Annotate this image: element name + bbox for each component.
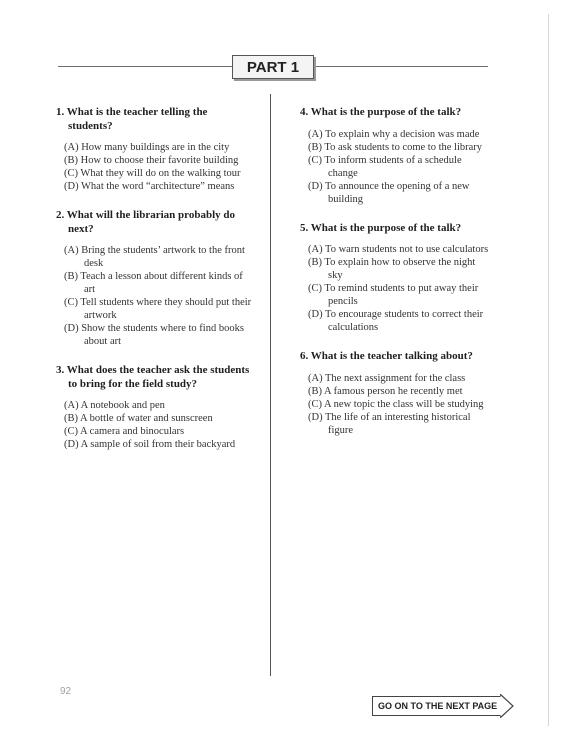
question-1 [56,106,254,193]
answer-option-c: (C) Tell students where they should put their artwork [64,297,252,321]
left-column [56,106,254,467]
answer-option-a: (A) How many buildings are in the city [64,142,230,153]
question-text: 6. What is the teacher talking about? [300,350,473,362]
header-rule-right [316,66,488,67]
page-number: 92 [60,686,72,697]
answer-option-b: (B) To explain how to observe the night sky [308,257,476,281]
answer-option-c: (C) To remind students to put away their pencils [308,283,479,307]
question-text: 4. What is the purpose of the talk? [300,106,462,118]
question-text: 1. What is the teacher telling the students? [56,106,208,132]
question-text: 3. What does the teacher ask the students to bring for the field study? [56,364,250,390]
answer-option-d: (D) To announce the opening of a new building [308,180,470,205]
answer-option-a: (A) To warn students not to use calculators [308,244,489,255]
answer-option-a: (A) To explain why a decision was made [308,128,480,140]
part-title-box [232,55,314,79]
answer-option-a: (A) A notebook and pen [64,400,165,411]
question-2 [56,209,254,348]
answer-option-c: (C) To inform students of a schedule change [308,154,462,179]
answer-option-b: (B) A famous person he recently met [308,385,463,397]
answer-option-d: (D) Show the students where to find books about art [64,323,244,347]
arrow-right-icon [500,694,514,718]
answer-option-a: (A) The next assignment for the class [308,372,466,384]
answer-option-b: (B) To ask students to come to the library [308,141,483,153]
right-column [300,106,492,453]
answer-option-c: (C) What they will do on the walking tour [64,168,241,179]
answer-option-d: (D) A sample of soil from their backyard [64,439,236,450]
question-5 [300,222,492,335]
answer-option-d: (D) The life of an interesting historical figure [308,411,471,436]
go-on-next-page-button[interactable] [372,695,514,717]
answer-option-b: (B) Teach a lesson about different kinds of art [64,271,243,295]
question-6 [300,350,492,437]
answer-option-a: (A) Bring the students’ artwork to the front desk [64,245,245,269]
answer-option-c: (C) A new topic the class will be studying [308,398,484,410]
question-text: 5. What is the purpose of the talk? [300,221,462,234]
answer-option-d: (D) What the word “architecture” means [64,181,235,192]
answer-option-c: (C) A camera and binoculars [64,426,185,437]
question-4 [300,106,492,206]
header-rule-left [58,66,232,67]
part-title: PART 1 [246,58,300,76]
question-3 [56,364,254,451]
answer-option-d: (D) To encourage students to correct their calculations [308,309,484,333]
page-edge-divider [548,14,549,726]
column-divider [270,94,271,676]
answer-option-b: (B) A bottle of water and sunscreen [64,413,213,424]
answer-option-b: (B) How to choose their favorite building [64,155,239,166]
question-text: 2. What will the librarian probably do next? [56,209,235,235]
next-page-label: GO ON TO THE NEXT PAGE [372,696,500,716]
